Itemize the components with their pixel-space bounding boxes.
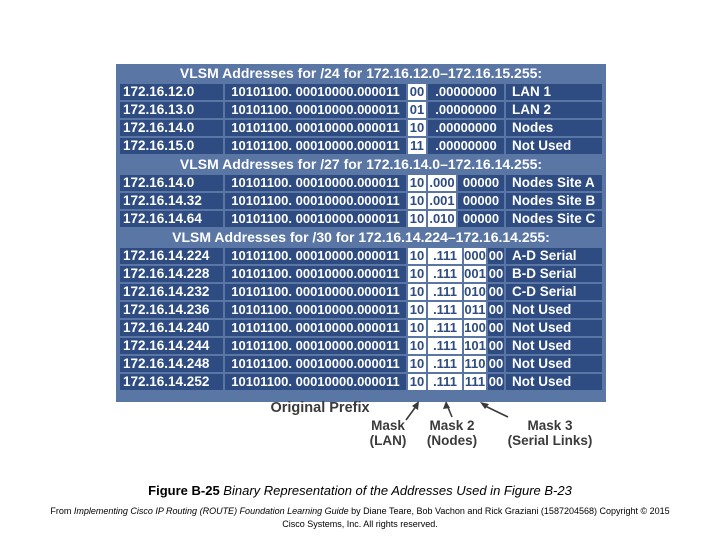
description-cell: Not Used — [506, 302, 602, 318]
address-cell: 172.16.14.224 — [120, 248, 223, 264]
original-prefix-bits: 10101100. 00010000.000011 — [225, 284, 406, 300]
description-cell: C-D Serial — [506, 284, 602, 300]
mask3-bits: 011 — [464, 302, 486, 317]
host-bits: 00 — [488, 284, 504, 299]
address-cell: 172.16.14.236 — [120, 302, 223, 318]
caption-label: Figure B-25 — [148, 483, 220, 498]
host-bits: 00 — [488, 320, 504, 335]
address-cell: 172.16.14.252 — [120, 374, 223, 390]
mask-nodes-label: Mask 2 (Nodes) — [426, 418, 478, 448]
mask1-bits: 10 — [409, 175, 425, 190]
original-prefix-bits: 10101100. 00010000.000011 — [225, 138, 406, 154]
host-bits: 00 — [488, 356, 504, 371]
address-cell: 172.16.14.228 — [120, 266, 223, 282]
figure-caption — [0, 483, 720, 498]
original-prefix-bits: 10101100. 00010000.000011 — [225, 374, 406, 390]
mask1-bits: 10 — [409, 120, 425, 135]
mask-nodes-arrowhead — [443, 401, 450, 409]
description-cell: Not Used — [506, 338, 602, 354]
host-bits: 00 — [488, 302, 504, 317]
original-prefix-label: Original Prefix — [270, 400, 370, 416]
credit-suffix: by Diane Teare, Bob Vachon and Rick Graziani (1587204568) Copyright © 2015 — [348, 506, 670, 516]
mask2-bits: .010 — [429, 211, 455, 226]
mask2-bits: .111 — [428, 374, 462, 390]
mask-lan-arrowhead — [412, 401, 419, 410]
address-cell: 172.16.14.244 — [120, 338, 223, 354]
mask1-bits: 00 — [409, 84, 425, 99]
original-prefix-bits: 10101100. 00010000.000011 — [225, 266, 406, 282]
mask2-bits: .111 — [428, 248, 462, 264]
description-cell: Nodes Site A — [506, 175, 602, 191]
description-cell: LAN 2 — [506, 102, 602, 118]
original-prefix-bits: 10101100. 00010000.000011 — [225, 193, 406, 209]
host-bits: .00000000 — [428, 138, 504, 154]
description-cell: A-D Serial — [506, 248, 602, 264]
mask2-bits: .111 — [428, 338, 462, 354]
mask3-bits: 111 — [464, 374, 486, 389]
description-cell: Nodes — [506, 120, 602, 136]
host-bits: 00 — [488, 266, 504, 281]
host-bits: 00000 — [458, 193, 504, 209]
mask2-bits: .111 — [428, 356, 462, 372]
host-bits: 00 — [488, 248, 504, 263]
mask1-bits: 10 — [409, 374, 425, 389]
mask2-bits: .111 — [428, 302, 462, 318]
caption-text: Binary Representation of the Addresses Used in Figure B-23 — [223, 483, 572, 498]
mask1-bits: 10 — [409, 193, 425, 208]
credit-line2: Cisco Systems, Inc. All rights reserved. — [282, 519, 438, 529]
address-cell: 172.16.12.0 — [120, 84, 223, 100]
host-bits: 00 — [488, 338, 504, 353]
host-bits: 00 — [488, 374, 504, 389]
mask1-bits: 10 — [409, 211, 425, 226]
mask2-bits: .111 — [428, 284, 462, 300]
mask3-bits: 010 — [464, 284, 486, 299]
address-cell: 172.16.14.0 — [120, 120, 223, 136]
description-cell: Nodes Site B — [506, 193, 602, 209]
mask3-bits: 001 — [464, 266, 486, 281]
original-prefix-bits: 10101100. 00010000.000011 — [225, 356, 406, 372]
description-cell: Not Used — [506, 356, 602, 372]
original-prefix-bits: 10101100. 00010000.000011 — [225, 320, 406, 336]
host-bits: .00000000 — [428, 84, 504, 100]
description-cell: Not Used — [506, 320, 602, 336]
mask-lan-label: Mask (LAN) — [369, 418, 407, 448]
mask3-bits: 101 — [464, 338, 486, 353]
address-cell: 172.16.14.64 — [120, 211, 223, 227]
section-header: VLSM Addresses for /27 for 172.16.14.0–172.16.14.255: — [179, 156, 543, 172]
section-header: VLSM Addresses for /24 for 172.16.12.0–172.16.15.255: — [179, 65, 543, 81]
mask2-bits: .111 — [428, 266, 462, 282]
mask1-bits: 10 — [409, 266, 425, 281]
original-prefix-bits: 10101100. 00010000.000011 — [225, 338, 406, 354]
description-cell: Nodes Site C — [506, 211, 602, 227]
description-cell: LAN 1 — [506, 84, 602, 100]
credit-prefix: From — [50, 506, 74, 516]
original-prefix-bits: 10101100. 00010000.000011 — [225, 120, 406, 136]
mask3-bits: 100 — [464, 320, 486, 335]
host-bits: 00000 — [458, 175, 504, 191]
credit-line — [10, 505, 710, 531]
address-cell: 172.16.14.32 — [120, 193, 223, 209]
address-cell: 172.16.13.0 — [120, 102, 223, 118]
address-cell: 172.16.14.0 — [120, 175, 223, 191]
mask1-bits: 10 — [409, 338, 425, 353]
original-prefix-bits: 10101100. 00010000.000011 — [225, 102, 406, 118]
mask2-bits: .111 — [428, 320, 462, 336]
description-cell: Not Used — [506, 374, 602, 390]
original-prefix-bits: 10101100. 00010000.000011 — [225, 175, 406, 191]
original-prefix-bits: 10101100. 00010000.000011 — [225, 211, 406, 227]
address-cell: 172.16.14.240 — [120, 320, 223, 336]
section-header: VLSM Addresses for /30 for 172.16.14.224–172.16.14.255: — [172, 229, 550, 245]
host-bits: .00000000 — [428, 102, 504, 118]
mask-serial-label: Mask 3 (Serial Links) — [507, 418, 593, 448]
description-cell: B-D Serial — [506, 266, 602, 282]
credit-book-title: Implementing Cisco IP Routing (ROUTE) Foundation Learning Guide — [73, 506, 349, 516]
address-cell: 172.16.15.0 — [120, 138, 223, 154]
original-prefix-bits: 10101100. 00010000.000011 — [225, 302, 406, 318]
mask3-bits: 000 — [464, 248, 486, 263]
original-prefix-bits: 10101100. 00010000.000011 — [225, 84, 406, 100]
address-cell: 172.16.14.248 — [120, 356, 223, 372]
description-cell: Not Used — [506, 138, 602, 154]
mask1-bits: 10 — [409, 248, 425, 263]
host-bits: 00000 — [458, 211, 504, 227]
mask1-bits: 11 — [408, 138, 426, 154]
mask1-bits: 10 — [409, 302, 425, 317]
address-cell: 172.16.14.232 — [120, 284, 223, 300]
mask1-bits: 01 — [409, 102, 425, 117]
mask2-bits: .000 — [429, 175, 455, 190]
host-bits: .00000000 — [428, 120, 504, 136]
mask1-bits: 10 — [409, 356, 425, 371]
original-prefix-bits: 10101100. 00010000.000011 — [225, 248, 406, 264]
mask1-bits: 10 — [409, 320, 425, 335]
mask3-bits: 110 — [464, 356, 486, 371]
mask1-bits: 10 — [409, 284, 425, 299]
mask2-bits: .001 — [429, 193, 455, 208]
